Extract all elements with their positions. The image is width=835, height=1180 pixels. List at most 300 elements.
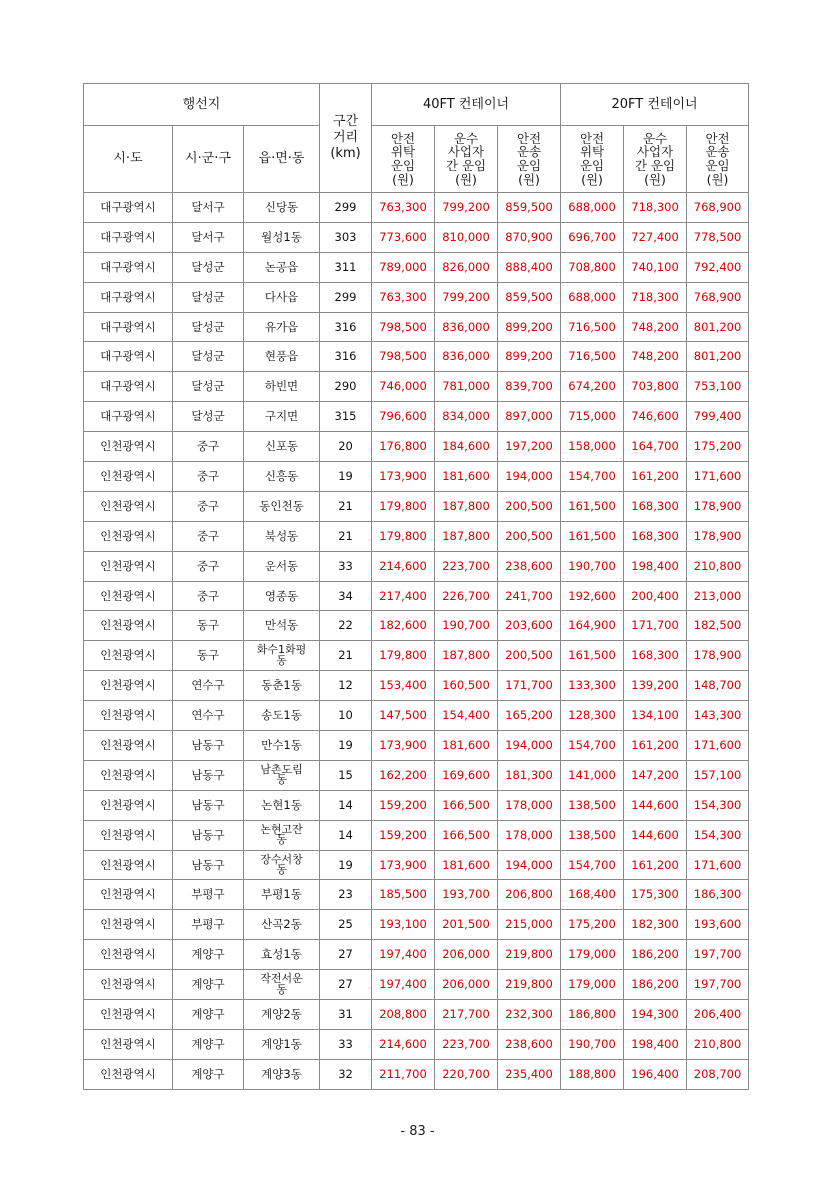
rate-40ft-transport-cell: 200,500 (498, 491, 561, 521)
distance-header: 구간 거리 (km) (320, 84, 372, 193)
rate-20ft-carrier-cell: 186,200 (624, 970, 687, 1000)
sigungu-cell: 중구 (173, 462, 244, 492)
sido-cell: 인천광역시 (84, 970, 173, 1000)
distance-cell: 316 (320, 342, 372, 372)
rate-20ft-carrier-cell: 161,200 (624, 462, 687, 492)
rate-40ft-transport-cell: 181,300 (498, 760, 561, 790)
rate-40ft-consign-cell: 147,500 (372, 701, 435, 731)
rate-40ft-carrier-cell: 836,000 (435, 312, 498, 342)
rate-40ft-transport-cell: 888,400 (498, 252, 561, 282)
rate-20ft-carrier-cell: 171,700 (624, 611, 687, 641)
distance-cell: 299 (320, 282, 372, 312)
distance-cell: 34 (320, 581, 372, 611)
eupmyeondong-cell: 화수1화평 동 (244, 641, 320, 671)
rate-20ft-carrier-cell: 718,300 (624, 282, 687, 312)
distance-cell: 19 (320, 462, 372, 492)
rate-20ft-transport-cell: 799,400 (687, 402, 749, 432)
rate-header-20ft-3: 안전 운송 운임 (원) (687, 126, 749, 193)
rate-40ft-consign-cell: 773,600 (372, 222, 435, 252)
table-row (84, 611, 749, 641)
sido-cell: 인천광역시 (84, 850, 173, 880)
rate-40ft-carrier-cell: 154,400 (435, 701, 498, 731)
distance-cell: 32 (320, 1059, 372, 1089)
rate-40ft-carrier-cell: 810,000 (435, 222, 498, 252)
rate-20ft-consign-cell: 164,900 (561, 611, 624, 641)
sigungu-cell: 계양구 (173, 970, 244, 1000)
rate-header-20ft-2: 운수 사업자 간 운임 (원) (624, 126, 687, 193)
rate-40ft-carrier-cell: 217,700 (435, 1000, 498, 1030)
eupmyeondong-cell: 운서동 (244, 551, 320, 581)
eupmyeondong-cell: 동춘1동 (244, 671, 320, 701)
eupmyeondong-cell: 산곡2동 (244, 910, 320, 940)
rate-20ft-carrier-cell: 161,200 (624, 731, 687, 761)
rate-20ft-carrier-cell: 139,200 (624, 671, 687, 701)
rate-40ft-consign-cell: 217,400 (372, 581, 435, 611)
sido-cell: 대구광역시 (84, 402, 173, 432)
rate-20ft-transport-cell: 171,600 (687, 731, 749, 761)
rate-40ft-transport-cell: 197,200 (498, 432, 561, 462)
sigungu-cell: 동구 (173, 641, 244, 671)
rate-40ft-consign-cell: 193,100 (372, 910, 435, 940)
rate-40ft-carrier-cell: 190,700 (435, 611, 498, 641)
table-row (84, 731, 749, 761)
table-row (84, 820, 749, 850)
rate-40ft-carrier-cell: 206,000 (435, 940, 498, 970)
rate-40ft-transport-cell: 206,800 (498, 880, 561, 910)
table-row (84, 312, 749, 342)
rate-20ft-consign-cell: 138,500 (561, 790, 624, 820)
eupmyeondong-cell: 영종동 (244, 581, 320, 611)
rate-20ft-transport-cell: 171,600 (687, 850, 749, 880)
table-row (84, 521, 749, 551)
distance-cell: 299 (320, 193, 372, 223)
sido-cell: 인천광역시 (84, 462, 173, 492)
rate-20ft-transport-cell: 210,800 (687, 1029, 749, 1059)
rate-20ft-consign-cell: 190,700 (561, 1029, 624, 1059)
sido-cell: 인천광역시 (84, 880, 173, 910)
rate-20ft-consign-cell: 141,000 (561, 760, 624, 790)
sido-cell: 인천광역시 (84, 1000, 173, 1030)
eupmyeondong-cell: 장수서창 동 (244, 850, 320, 880)
sido-cell: 대구광역시 (84, 193, 173, 223)
rate-40ft-consign-cell: 159,200 (372, 820, 435, 850)
sido-cell: 인천광역시 (84, 491, 173, 521)
distance-cell: 27 (320, 970, 372, 1000)
sido-cell: 인천광역시 (84, 1059, 173, 1089)
rate-20ft-carrier-cell: 740,100 (624, 252, 687, 282)
rate-40ft-carrier-cell: 836,000 (435, 342, 498, 372)
distance-cell: 19 (320, 850, 372, 880)
distance-cell: 290 (320, 372, 372, 402)
rate-40ft-carrier-cell: 169,600 (435, 760, 498, 790)
rate-table-body (84, 193, 749, 1090)
rate-header-20ft-1: 안전 위탁 운임 (원) (561, 126, 624, 193)
rate-20ft-consign-cell: 192,600 (561, 581, 624, 611)
rate-40ft-consign-cell: 763,300 (372, 193, 435, 223)
rate-20ft-carrier-cell: 746,600 (624, 402, 687, 432)
table-row (84, 790, 749, 820)
sido-cell: 인천광역시 (84, 671, 173, 701)
rate-40ft-consign-cell: 179,800 (372, 491, 435, 521)
sido-cell: 인천광역시 (84, 820, 173, 850)
rate-20ft-carrier-cell: 168,300 (624, 521, 687, 551)
eupmyeondong-cell: 만수1동 (244, 731, 320, 761)
rate-20ft-transport-cell: 213,000 (687, 581, 749, 611)
rate-40ft-transport-cell: 870,900 (498, 222, 561, 252)
rate-20ft-consign-cell: 188,800 (561, 1059, 624, 1089)
sido-cell: 인천광역시 (84, 551, 173, 581)
distance-cell: 33 (320, 551, 372, 581)
rate-20ft-carrier-cell: 727,400 (624, 222, 687, 252)
rate-20ft-carrier-cell: 161,200 (624, 850, 687, 880)
rate-20ft-consign-cell: 716,500 (561, 342, 624, 372)
rate-20ft-transport-cell: 801,200 (687, 312, 749, 342)
rate-40ft-transport-cell: 232,300 (498, 1000, 561, 1030)
sido-cell: 인천광역시 (84, 910, 173, 940)
rate-20ft-transport-cell: 768,900 (687, 282, 749, 312)
freight-rate-table (83, 83, 749, 1090)
sigungu-cell: 달성군 (173, 312, 244, 342)
rate-20ft-consign-cell: 161,500 (561, 521, 624, 551)
rate-20ft-consign-cell: 161,500 (561, 491, 624, 521)
rate-20ft-transport-cell: 178,900 (687, 491, 749, 521)
sigungu-cell: 동구 (173, 611, 244, 641)
distance-cell: 10 (320, 701, 372, 731)
rate-40ft-transport-cell: 238,600 (498, 551, 561, 581)
sigungu-cell: 연수구 (173, 701, 244, 731)
eupmyeondong-header: 읍·면·동 (244, 126, 320, 193)
table-row (84, 432, 749, 462)
eupmyeondong-cell: 작전서운 동 (244, 970, 320, 1000)
rate-20ft-carrier-cell: 164,700 (624, 432, 687, 462)
sigungu-cell: 달서구 (173, 222, 244, 252)
distance-cell: 14 (320, 790, 372, 820)
rate-20ft-carrier-cell: 200,400 (624, 581, 687, 611)
container-40ft-header: 40FT 컨테이너 (372, 84, 561, 126)
sido-cell: 대구광역시 (84, 342, 173, 372)
rate-header-40ft-3: 안전 운송 운임 (원) (498, 126, 561, 193)
sigungu-cell: 계양구 (173, 1059, 244, 1089)
distance-cell: 315 (320, 402, 372, 432)
rate-20ft-carrier-cell: 194,300 (624, 1000, 687, 1030)
rate-20ft-consign-cell: 179,000 (561, 970, 624, 1000)
rate-40ft-carrier-cell: 187,800 (435, 521, 498, 551)
rate-20ft-carrier-cell: 718,300 (624, 193, 687, 223)
rate-20ft-consign-cell: 716,500 (561, 312, 624, 342)
rate-20ft-consign-cell: 133,300 (561, 671, 624, 701)
table-row (84, 402, 749, 432)
rate-20ft-consign-cell: 154,700 (561, 850, 624, 880)
rate-40ft-carrier-cell: 181,600 (435, 462, 498, 492)
eupmyeondong-cell: 만석동 (244, 611, 320, 641)
rate-40ft-consign-cell: 208,800 (372, 1000, 435, 1030)
rate-40ft-transport-cell: 194,000 (498, 731, 561, 761)
eupmyeondong-cell: 계양1동 (244, 1029, 320, 1059)
page-number: - 83 - (400, 1124, 435, 1139)
rate-20ft-consign-cell: 138,500 (561, 820, 624, 850)
rate-20ft-consign-cell: 688,000 (561, 282, 624, 312)
table-row (84, 1059, 749, 1089)
distance-cell: 14 (320, 820, 372, 850)
sido-cell: 대구광역시 (84, 372, 173, 402)
rate-40ft-carrier-cell: 223,700 (435, 1029, 498, 1059)
rate-20ft-carrier-cell: 144,600 (624, 790, 687, 820)
sido-cell: 인천광역시 (84, 611, 173, 641)
table-row (84, 641, 749, 671)
table-row (84, 910, 749, 940)
rate-20ft-carrier-cell: 168,300 (624, 491, 687, 521)
rate-40ft-transport-cell: 171,700 (498, 671, 561, 701)
sigungu-cell: 달성군 (173, 372, 244, 402)
distance-cell: 21 (320, 491, 372, 521)
rate-20ft-transport-cell: 154,300 (687, 790, 749, 820)
rate-40ft-consign-cell: 197,400 (372, 970, 435, 1000)
sigungu-cell: 남동구 (173, 760, 244, 790)
eupmyeondong-cell: 계양3동 (244, 1059, 320, 1089)
rate-20ft-carrier-cell: 748,200 (624, 342, 687, 372)
sido-cell: 인천광역시 (84, 1029, 173, 1059)
sido-cell: 대구광역시 (84, 252, 173, 282)
rate-20ft-transport-cell: 148,700 (687, 671, 749, 701)
sigungu-cell: 계양구 (173, 1029, 244, 1059)
eupmyeondong-cell: 논현1동 (244, 790, 320, 820)
rate-40ft-carrier-cell: 181,600 (435, 731, 498, 761)
rate-20ft-transport-cell: 792,400 (687, 252, 749, 282)
eupmyeondong-cell: 하빈면 (244, 372, 320, 402)
rate-20ft-consign-cell: 186,800 (561, 1000, 624, 1030)
rate-20ft-consign-cell: 688,000 (561, 193, 624, 223)
sido-cell: 인천광역시 (84, 790, 173, 820)
rate-20ft-transport-cell: 186,300 (687, 880, 749, 910)
rate-20ft-consign-cell: 128,300 (561, 701, 624, 731)
rate-20ft-transport-cell: 193,600 (687, 910, 749, 940)
rate-40ft-carrier-cell: 187,800 (435, 641, 498, 671)
distance-cell: 27 (320, 940, 372, 970)
rate-40ft-transport-cell: 238,600 (498, 1029, 561, 1059)
rate-40ft-carrier-cell: 220,700 (435, 1059, 498, 1089)
rate-40ft-carrier-cell: 187,800 (435, 491, 498, 521)
rate-40ft-carrier-cell: 166,500 (435, 820, 498, 850)
eupmyeondong-cell: 구지면 (244, 402, 320, 432)
rate-20ft-transport-cell: 182,500 (687, 611, 749, 641)
eupmyeondong-cell: 남촌도림 동 (244, 760, 320, 790)
eupmyeondong-cell: 신당동 (244, 193, 320, 223)
rate-20ft-consign-cell: 696,700 (561, 222, 624, 252)
eupmyeondong-cell: 다사읍 (244, 282, 320, 312)
sido-cell: 인천광역시 (84, 731, 173, 761)
rate-40ft-consign-cell: 798,500 (372, 312, 435, 342)
rate-40ft-transport-cell: 859,500 (498, 193, 561, 223)
distance-cell: 303 (320, 222, 372, 252)
distance-cell: 20 (320, 432, 372, 462)
rate-20ft-carrier-cell: 144,600 (624, 820, 687, 850)
rate-20ft-carrier-cell: 134,100 (624, 701, 687, 731)
rate-20ft-carrier-cell: 748,200 (624, 312, 687, 342)
table-row (84, 940, 749, 970)
sigungu-cell: 달성군 (173, 402, 244, 432)
rate-40ft-consign-cell: 162,200 (372, 760, 435, 790)
sigungu-cell: 남동구 (173, 731, 244, 761)
rate-20ft-consign-cell: 674,200 (561, 372, 624, 402)
sigungu-cell: 달성군 (173, 252, 244, 282)
rate-40ft-carrier-cell: 184,600 (435, 432, 498, 462)
rate-40ft-transport-cell: 899,200 (498, 312, 561, 342)
sigungu-cell: 중구 (173, 551, 244, 581)
rate-20ft-transport-cell: 157,100 (687, 760, 749, 790)
rate-40ft-carrier-cell: 160,500 (435, 671, 498, 701)
sido-cell: 인천광역시 (84, 760, 173, 790)
rate-40ft-transport-cell: 219,800 (498, 970, 561, 1000)
sigungu-cell: 중구 (173, 521, 244, 551)
rate-40ft-consign-cell: 796,600 (372, 402, 435, 432)
eupmyeondong-cell: 계양2동 (244, 1000, 320, 1030)
rate-20ft-transport-cell: 154,300 (687, 820, 749, 850)
rate-40ft-carrier-cell: 226,700 (435, 581, 498, 611)
table-row (84, 1000, 749, 1030)
sigungu-header: 시·군·구 (173, 126, 244, 193)
rate-20ft-carrier-cell: 198,400 (624, 551, 687, 581)
distance-cell: 25 (320, 910, 372, 940)
rate-20ft-transport-cell: 171,600 (687, 462, 749, 492)
table-row (84, 970, 749, 1000)
rate-header-40ft-1: 안전 위탁 운임 (원) (372, 126, 435, 193)
rate-40ft-consign-cell: 153,400 (372, 671, 435, 701)
container-20ft-header: 20FT 컨테이너 (561, 84, 749, 126)
rate-40ft-carrier-cell: 193,700 (435, 880, 498, 910)
distance-cell: 23 (320, 880, 372, 910)
distance-cell: 21 (320, 641, 372, 671)
rate-20ft-transport-cell: 206,400 (687, 1000, 749, 1030)
sido-cell: 인천광역시 (84, 521, 173, 551)
eupmyeondong-cell: 송도1동 (244, 701, 320, 731)
rate-20ft-transport-cell: 768,900 (687, 193, 749, 223)
rate-40ft-transport-cell: 200,500 (498, 521, 561, 551)
sigungu-cell: 달성군 (173, 282, 244, 312)
sigungu-cell: 남동구 (173, 820, 244, 850)
rate-20ft-carrier-cell: 182,300 (624, 910, 687, 940)
rate-40ft-transport-cell: 241,700 (498, 581, 561, 611)
rate-20ft-transport-cell: 801,200 (687, 342, 749, 372)
rate-20ft-consign-cell: 158,000 (561, 432, 624, 462)
rate-40ft-transport-cell: 194,000 (498, 462, 561, 492)
eupmyeondong-cell: 월성1동 (244, 222, 320, 252)
destination-header: 행선지 (84, 84, 320, 126)
rate-40ft-carrier-cell: 206,000 (435, 970, 498, 1000)
distance-cell: 22 (320, 611, 372, 641)
rate-40ft-consign-cell: 798,500 (372, 342, 435, 372)
eupmyeondong-cell: 신포동 (244, 432, 320, 462)
sigungu-cell: 중구 (173, 581, 244, 611)
distance-cell: 19 (320, 731, 372, 761)
table-row (84, 760, 749, 790)
distance-cell: 15 (320, 760, 372, 790)
eupmyeondong-cell: 논현고잔 동 (244, 820, 320, 850)
rate-20ft-transport-cell: 178,900 (687, 641, 749, 671)
sigungu-cell: 계양구 (173, 940, 244, 970)
sigungu-cell: 중구 (173, 432, 244, 462)
table-row (84, 193, 749, 223)
sigungu-cell: 중구 (173, 491, 244, 521)
rate-40ft-transport-cell: 899,200 (498, 342, 561, 372)
rate-40ft-transport-cell: 178,000 (498, 820, 561, 850)
eupmyeondong-cell: 부평1동 (244, 880, 320, 910)
eupmyeondong-cell: 효성1동 (244, 940, 320, 970)
eupmyeondong-cell: 현풍읍 (244, 342, 320, 372)
rate-20ft-carrier-cell: 198,400 (624, 1029, 687, 1059)
sigungu-cell: 남동구 (173, 850, 244, 880)
rate-20ft-transport-cell: 197,700 (687, 970, 749, 1000)
table-row (84, 372, 749, 402)
sido-cell: 대구광역시 (84, 312, 173, 342)
sigungu-cell: 달성군 (173, 342, 244, 372)
rate-20ft-carrier-cell: 147,200 (624, 760, 687, 790)
sido-cell: 대구광역시 (84, 222, 173, 252)
rate-40ft-consign-cell: 173,900 (372, 731, 435, 761)
rate-20ft-transport-cell: 178,900 (687, 521, 749, 551)
eupmyeondong-cell: 신흥동 (244, 462, 320, 492)
rate-20ft-consign-cell: 175,200 (561, 910, 624, 940)
rate-20ft-transport-cell: 197,700 (687, 940, 749, 970)
rate-40ft-transport-cell: 165,200 (498, 701, 561, 731)
sigungu-cell: 달서구 (173, 193, 244, 223)
rate-40ft-carrier-cell: 834,000 (435, 402, 498, 432)
rate-20ft-consign-cell: 168,400 (561, 880, 624, 910)
rate-40ft-consign-cell: 197,400 (372, 940, 435, 970)
rate-40ft-transport-cell: 200,500 (498, 641, 561, 671)
sido-cell: 인천광역시 (84, 581, 173, 611)
distance-cell: 31 (320, 1000, 372, 1030)
eupmyeondong-cell: 북성동 (244, 521, 320, 551)
rate-20ft-transport-cell: 175,200 (687, 432, 749, 462)
rate-40ft-transport-cell: 215,000 (498, 910, 561, 940)
rate-20ft-consign-cell: 161,500 (561, 641, 624, 671)
distance-cell: 33 (320, 1029, 372, 1059)
rate-40ft-consign-cell: 179,800 (372, 521, 435, 551)
sido-header: 시·도 (84, 126, 173, 193)
table-row (84, 850, 749, 880)
table-row (84, 671, 749, 701)
table-row (84, 551, 749, 581)
sigungu-cell: 계양구 (173, 1000, 244, 1030)
table-row (84, 701, 749, 731)
rate-40ft-transport-cell: 194,000 (498, 850, 561, 880)
rate-20ft-consign-cell: 154,700 (561, 462, 624, 492)
rate-40ft-transport-cell: 839,700 (498, 372, 561, 402)
sigungu-cell: 부평구 (173, 910, 244, 940)
rate-40ft-carrier-cell: 799,200 (435, 282, 498, 312)
eupmyeondong-cell: 논공읍 (244, 252, 320, 282)
rate-40ft-carrier-cell: 166,500 (435, 790, 498, 820)
table-row (84, 880, 749, 910)
rate-40ft-consign-cell: 746,000 (372, 372, 435, 402)
rate-40ft-transport-cell: 219,800 (498, 940, 561, 970)
table-row (84, 282, 749, 312)
rate-40ft-consign-cell: 179,800 (372, 641, 435, 671)
rate-20ft-carrier-cell: 168,300 (624, 641, 687, 671)
sido-cell: 인천광역시 (84, 641, 173, 671)
table-row (84, 491, 749, 521)
sido-cell: 인천광역시 (84, 701, 173, 731)
rate-40ft-consign-cell: 211,700 (372, 1059, 435, 1089)
rate-40ft-consign-cell: 159,200 (372, 790, 435, 820)
rate-40ft-consign-cell: 185,500 (372, 880, 435, 910)
table-row (84, 342, 749, 372)
rate-40ft-carrier-cell: 826,000 (435, 252, 498, 282)
rate-20ft-consign-cell: 708,800 (561, 252, 624, 282)
table-row (84, 222, 749, 252)
rate-40ft-transport-cell: 897,000 (498, 402, 561, 432)
sigungu-cell: 남동구 (173, 790, 244, 820)
